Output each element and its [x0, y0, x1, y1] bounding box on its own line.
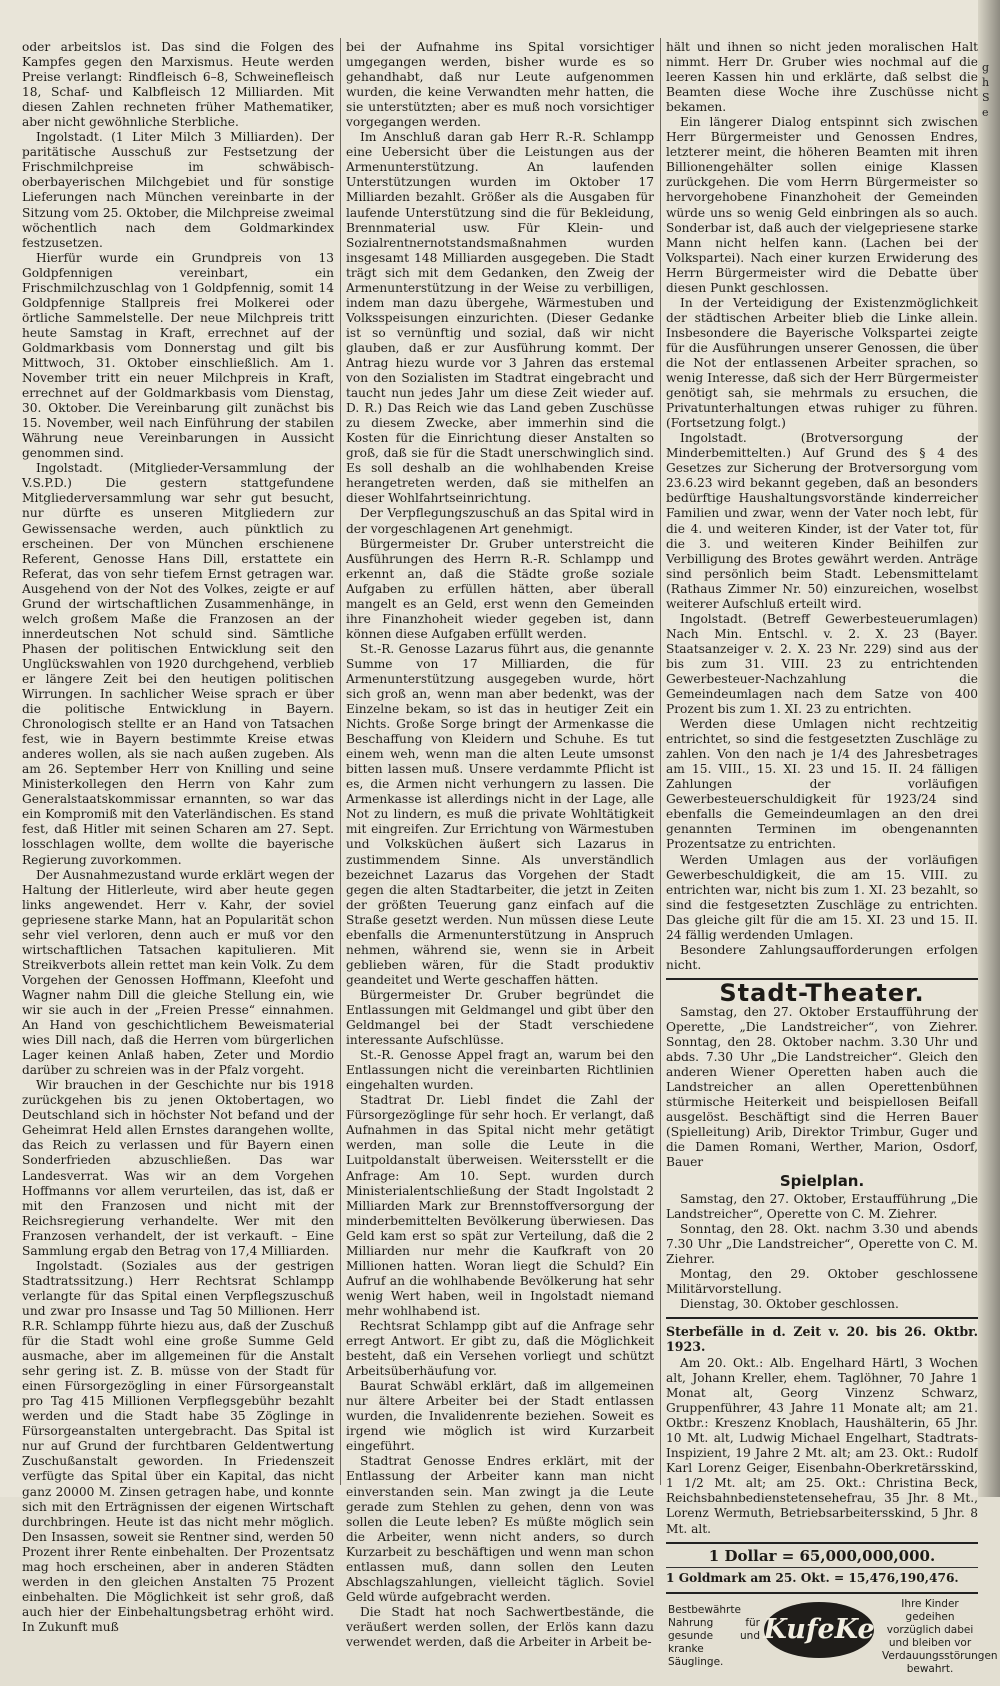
paragraph: Werden diese Umlagen nicht rechtzeitig entrichtet, so sind die festgesetzten Zuschläge zu zahlen. Von den nach je 1/4 des Jahresbetrages am 15. VIII., 15. XI. 23 und 15. II. 24 fälligen Zahlungen der vorläufigen Gewerbesteuerschuldigkeit für 1923/24 sind ebenfalls die Gemeindeumlagen an den drei genannten Terminen im obengenannten Prozentsatze zu entrichten. [666, 717, 978, 852]
paragraph: Ingolstadt. (Betreff Gewerbesteuerumlagen) Nach Min. Entschl. v. 2. X. 23 (Bayer. Staatsanzeiger v. 2. X. 23 Nr. 229) sind aus der bis zum 31. VIII. 23 zu entrichtenden Gewerbesteuer-Nachzahlung die Gemeindeumlagen nach dem Satze von 400 Prozent bis zum 1. XI. 23 zu entrichten. [666, 611, 978, 717]
paragraph: Bürgermeister Dr. Gruber begründet die Entlassungen mit Geldmangel und gibt über den Geldmangel bei der Stadt verschiedene interessante Aufschlüsse. [346, 987, 654, 1048]
column-2 [346, 40, 654, 1650]
spielplan-item: Dienstag, 30. Oktober geschlossen. [680, 1296, 899, 1311]
column-divider [660, 38, 661, 1485]
section-rule [666, 1317, 978, 1319]
kufeke-logo: KufeKe [764, 1602, 874, 1658]
paragraph: Besondere Zahlungsaufforderungen erfolgen nicht. [666, 942, 978, 972]
paragraph: Stadtrat Dr. Liebl findet die Zahl der Fürsorgezöglinge für sehr hoch. Er verlangt, daß Aufnahmen in das Spital nicht mehr getätigt werden, man solle die Leute in die Luitpoldanstalt überweisen. Weitersstellt er die Anfrage: Am 10. Sept. wurden durch Ministerialentschließung der Stadt Ingolstadt 2 Milliarden Mark zur Brennstoffversorgung der minderbemittelten Bevölkerung überwiesen. Das Geld kam erst so spät zur Verteilung, daß die 2 Milliarden nur mehr die Kaufkraft von 20 Millionen hatten. Woran liegt die Schuld? Ein Aufruf an die wohlhabende Bevölkerung hat sehr wenig Wert haben, weil in Ingolstadt niemand mehr wohlhabend ist. [346, 1093, 654, 1318]
spielplan-item: Montag, den 29. Oktober geschlossene Militärvorstellung. [666, 1266, 978, 1296]
paragraph: Der Ausnahmezustand wurde erklärt wegen der Haltung der Hitlerleute, wird aber heute gegen links angewendet. Herr v. Kahr, der soviel gepriesene starke Mann, hat an Popularität schon sehr viel verloren, denn auch er muß vor den wirtschaftlichen Tatsachen kapitulieren. Mit Streikverbots allein rettet man kein Volk. Zu dem Vorgehen der Genossen Hoffmann, Kleefoht und Wagner nahm Dill die gleiche Stellung ein, wie wir sie auch in der „Freien Presse“ einnahmen. An Hand von geschichtlichem Beweismaterial wies Dill nach, daß die Herren vom bürgerlichen Lager keinen Anlaß haben, Zeter und Mordio darüber zu schreien was in der Pfalz vorgeht. [22, 867, 334, 1078]
paragraph: Werden Umlagen aus der vorläufigen Gewerbeschuldigkeit, die am 15. VIII. zu entrichten war, nicht bis zum 1. XI. 23 bezahlt, so sind die festgesetzten Zuschläge zu entrichten. Das gleiche gilt für die am 15. XI. 23 und 15. II. 24 fällig werdenden Umlagen. [666, 852, 978, 942]
paragraph: Im Anschluß daran gab Herr R.-R. Schlampp eine Uebersicht über die Leistungen aus der Armenunterstützung. An laufenden Unterstützungen wurden im Oktober 17 Milliarden bezahlt. Größer als die Ausgaben für laufende Unterstützung sind die für Bekleidung, Brennmaterial usw. Für Klein- und Sozialrentnernotstandsmaßnahmen wurden insgesamt 148 Milliarden ausgegeben. Die Stadt trägt sich mit dem Gedanken, den Zweig der Armenunterstützung in der Weise zu verbilligen, indem man dazu übergehe, Wärmestuben und Volksspeisungen einzurichten. (Dieser Gedanke ist so vernünftig und sozial, daß wir nicht glauben, daß er zur Ausführung kommt. Der Antrag hiezu wurde vor 3 Jahren das erstemal von den Sozialisten im Stadtrat eingebracht und taucht nun jedes Jahr um diese Zeit wieder auf. D. R.) Das Reich wie das Land geben Zuschüsse zu diesem Zwecke, aber immerhin sind die Kosten für die Einrichtung dieser Anstalten so groß, daß sie für die Stadt unerschwinglich sind. Es soll deshalb an die wohlhabenden Kreise herangetreten werden, daß sie mithelfen an dieser Wohlfahrtseinrichtung. [346, 130, 654, 506]
column-divider [340, 38, 341, 1485]
ad-left-text: Bestbewährte Nahrung für gesunde und kranke Säuglinge. [668, 1603, 760, 1668]
paragraph: Ingolstadt. (Mitglieder-Versammlung der V.S.P.D.) Die gestern stattgefundene Mitgliederversammlung war sehr gut besucht, nur dürfte es unseren Mitgliedern zur Gewissensache werden, auch pünktlich zu erscheinen. Der von München erschienene Referent, Genosse Hans Dill, erstattete ein Referat, das von sehr tiefem Ernst getragen war. Ausgehend von der Not des Volkes, zeigte er auf Grund der wirtschaftlichen Zusammenhänge, in welch großem Maße die Franzosen an der innerdeutschen Not schuld sind. Sämtliche Phasen der politischen Entwicklung seit den Unglückswahlen von 1920 durchgehend, verblieb er längere Zeit bei den heutigen politischen Wirrungen. In sachlicher Weise sprach er über die politische Entwicklung in Bayern. Chronologisch stellte er an Hand von Tatsachen fest, wie in Bayern bestimmte Kreise etwas anderes wollen, als sie nach außen zugeben. Als am 26. September Herr von Knilling und seine Ministerkollegen den Herrn von Kahr zum Generalstaatskommissar ernannten, so war das ein Kompromiß mit den Vaterländischen. Es stand fest, daß Hitler mit seinen Scharen am 27. Sept. losschlagen wollte, dem wollte die bayerische Regierung zuvorkommen. [22, 461, 334, 867]
ad-right-text: Ihre Kinder gedeihen vorzüglich dabei und bleiben vor Verdauungsstörungen bewahrt. [882, 1597, 998, 1675]
paragraph: Bürgermeister Dr. Gruber unterstreicht die Ausführungen des Herrn R.-R. Schlampp und erkennt an, daß die Städte große soziale Aufgaben zu erfüllen hätten, aber überall mangelt es an Geld, erst wenn den Gemeinden ihre Finanzhoheit wieder gegeben ist, dann können diese Aufgaben erfüllt werden. [346, 536, 654, 641]
column-1 [22, 40, 334, 1635]
paragraph: Ingolstadt. (Brotversorgung der Minderbemittelten.) Auf Grund des § 4 des Gesetzes zur Sicherung der Brotversorgung vom 23.6.23 wird bekannt gegeben, daß an besonders bedürftige Haushaltungsvorstände kinderreicher Familien und zwar, wenn der Vater noch lebt, für die 4. und weiteren Kinder, ist der Vater tot, für die 3. und weiteren Kinder Beihilfen zur Verbilligung des Brotes gewährt werden. Anträge sind persönlich beim Stadt. Lebensmittelamt (Rathaus Zimmer Nr. 50) einzureichen, woselbst weiterer Aufschluß erteilt wird. [666, 431, 978, 611]
deaths-text: Am 20. Okt.: Alb. Engelhard Härtl, 3 Wochen alt, Johann Kreller, ehem. Taglöhner, 70 Jahre 1 Monat alt, Georg Vinzenz Schwarz, Gruppenführer, 43 Jahre 11 Monate alt; am 21. Oktbr.: Kreszenz Knoblach, Haushälterin, 65 Jhr. 10 Mt. alt, Ludwig Michael Engelhart, Stadtrats-Inspizient, 19 Jahre 2 Mt. alt; am 23. Okt.: Rudolf Karl Lorenz Geiger, Eisenbahn-Oberkretärsskind, 1 1/2 Mt. alt; am 25. Okt.: Christina Beck, Reichsbahnbedienstetensehefrau, 35 Jhr. 8 Mt., Lorenz Wermuth, Betriebsarbeitersskind, 5 Jhr. 8 Mt. alt. [666, 1355, 978, 1536]
paragraph: Hierfür wurde ein Grundpreis von 13 Goldpfennigen vereinbart, ein Frischmilchzuschlag von 1 Goldpfennig, somit 14 Goldpfennige Stallpreis frei Molkerei oder örtliche Sammelstelle. Der neue Milchpreis tritt heute Samstag in Kraft, errechnet auf der Goldmarkbasis vom Donnerstag und gilt bis Mittwoch, 31. Oktober einschließlich. Am 1. November tritt ein neuer Milchpreis in Kraft, errechnet auf der Goldmarkbasis vom Dienstag, 30. Oktober. Die Vereinbarung gilt zunächst bis 15. November, weil nach Einführung der stabilen Währung neue Vereinbarungen in Aussicht genommen sind. [22, 250, 334, 461]
section-rule [666, 1542, 978, 1544]
paragraph: St.-R. Genosse Lazarus führt aus, die genannte Summe von 17 Milliarden, die für Armenunterstützung ausgegeben wurde, hört sich groß an, wenn man aber bedenkt, was der Einzelne bekam, so ist das in heutiger Zeit ein Nichts. Große Sorge bringt der Armenkasse die Beschaffung von Kleidern und Schuhe. Es tut einem weh, wenn man die alten Leute umsonst bitten lassen muß. Unsere verdammte Pflicht ist es, die Armen nicht verhungern zu lassen. Die Armenkasse ist allerdings nicht in der Lage, alle Not zu lindern, es muß die private Wohltätigkeit mit eingreifen. Zur Errichtung von Wärmestuben und Volksküchen äußert sich Lazarus in zustimmendem Sinne. Als unverständlich bezeichnet Lazarus das Vorgehen der Stadt gegen die alten Stadtarbeiter, die jetzt in Zeiten der größten Teuerung ganz einfach auf die Straße gesetzt werden. Nun müssen diese Leute ebenfalls die Armenunterstützung in Anspruch nehmen, während sie, wenn sie in Arbeit geblieben wären, für die Stadt produktiv geandeitet und Werte geschaffen hätten. [346, 641, 654, 987]
paragraph: bei der Aufnahme ins Spital vorsichtiger umgegangen werden, bisher wurde es so gehandhabt, daß nur Leute aufgenommen wurden, die keine Verwandten mehr hatten, die sie unterstützten; aber es muß noch vorsichtiger vorgegangen werden. [346, 40, 654, 130]
section-rule [666, 1567, 978, 1568]
spielplan-item: Sonntag, den 28. Okt. nachm 3.30 und abends 7.30 Uhr „Die Landstreicher“, Operette von C. M. Ziehrer. [666, 1221, 978, 1266]
paragraph: Ingolstadt. (Soziales aus der gestrigen Stadtratssitzung.) Herr Rechtsrat Schlampp verlangte für das Spital einen Verpflegszuschuß und zwar pro Insasse und Tag 50 Millionen. Herr R.R. Schlampp führte hiezu aus, daß der Zuschuß für die Stadt wohl eine große Summe Geld ausmache, aber im allgemeinen für die Anstalt sehr gering ist. Z. B. müsse von der Stadt für einen Fürsorgezögling in einer Fürsorgeanstalt pro Tag 415 Millionen Verpflegsgebühr bezahlt werden und die Stadt habe 35 Zöglinge in Fürsorgeanstalten untergebracht. Das Spital ist nur auf Grund der furchtbaren Geldentwertung Zuschußanstalt geworden. In Friedenszeit verfügte das Spital über ein Kapital, das nicht ganz 20000 M. Zinsen getragen habe, und konnte sich mit den Erträgnissen der eigenen Wirtschaft durchbringen. Heute ist das nicht mehr möglich. Den Insassen, soweit sie Rentner sind, werden 50 Prozent ihrer Rente einbehalten. Der Prozentsatz mag hoch erscheinen, aber in anderen Städten werden in den gleichen Anstalten 75 Prozent einbehalten. Die Möglichkeit ist sehr groß, daß auch hier der Einbehaltungsbetrag erhöht wird. In Zukunft muß [22, 1258, 334, 1634]
theater-title: Stadt-Theater. [719, 978, 925, 1007]
paragraph: hält und ihnen so nicht jeden moralischen Halt nimmt. Herr Dr. Gruber wies nochmal auf die leeren Kassen hin und erklärte, daß selbst die Beamten diese Woche ihre Zuschüsse nicht bekamen. [666, 40, 978, 115]
paragraph: Wir brauchen in der Geschichte nur bis 1918 zurückgehen bis zu jenen Oktobertagen, wo Deutschland sich in höchster Not befand und der Geheimrat Held allen Ernstes darangehen wollte, das Reich zu verlassen und für Bayern einen Sonderfrieden abzuschließen. Das war Landesverrat. Was wir an dem Vorgehen Hoffmanns vor allem verurteilen, das ist, daß er mit den Franzosen und nicht mit der Reichsregierung verhandelte. Wer mit den Franzosen verhandelt, der ist verkauft. – Eine Sammlung ergab den Betrag von 17,4 Milliarden. [22, 1078, 334, 1258]
paragraph: Ingolstadt. (1 Liter Milch 3 Milliarden). Der paritätische Ausschuß zur Festsetzung der Frischmilchpreise im schwäbisch-oberbayerischen Milchgebiet und für sonstige Lieferungen nach München vereinbarte in der Sitzung vom 25. Oktober, die Milchpreise zweimal wöchentlich nach dem Goldmarkindex festzusetzen. [22, 130, 334, 250]
paragraph: In der Verteidigung der Existenzmöglichkeit der städtischen Arbeiter blieb die Linke allein. Insbesondere die Bayerische Volkspartei zeigte für die Ausführungen unserer Genossen, die über die Not der entlassenen Arbeiter sprachen, so wenig Interesse, daß sich der Herr Bürgermeister genötigt sah, sie mehrmals zu ersuchen, die Privatunterhaltungen etwas ruhiger zu führen. (Fortsetzung folgt.) [666, 295, 978, 431]
paragraph: oder arbeitslos ist. Das sind die Folgen des Kampfes gegen den Marxismus. Heute werden Preise verlangt: Rindfleisch 6–8, Schweinefleisch 18, Schaf- und Kalbfleisch 12 Milliarden. Mit diesen Zahlen rechneten früher Mathematiker, aber nicht gewöhnliche Sterbliche. [22, 40, 334, 130]
spielplan-item: Samstag, den 27. Oktober, Erstaufführung „Die Landstreicher“, Operette von C. M. Ziehrer. [666, 1191, 978, 1221]
paragraph: Baurat Schwäbl erklärt, daß im allgemeinen nur ältere Arbeiter bei der Stadt entlassen wurden, die Invalidenrente beziehen. Soweit es irgend wie möglich ist wird Kurzarbeit eingeführt. [346, 1379, 654, 1454]
edge-text: ghSe [982, 61, 990, 119]
paragraph: Der Verpflegungszuschuß an das Spital wird in der vorgeschlagenen Art genehmigt. [346, 506, 654, 536]
paragraph: Stadtrat Genosse Endres erklärt, mit der Entlassung der Arbeiter kann man nicht einverstanden sein. Man zwingt ja die Leute gerade zum Stehlen zu gehen, denn von was sollen die Leute leben? Es müßte möglich sein die Arbeiter, wenn nicht anders, so durch Kurzarbeit zu beschäftigen und wenn man schon entlassen muß, dann sollen den Leuten Abschlagszahlungen, vielleicht täglich. Soviel Geld würde aufgebracht werden. [346, 1454, 654, 1604]
deaths-title: Sterbefälle in d. Zeit v. 20. bis 26. Oktbr. 1923. [666, 1323, 978, 1354]
kufeke-advertisement [666, 1592, 998, 1686]
dollar-rate: 1 Dollar = 65,000,000,000. [708, 1546, 936, 1565]
spielplan-title: Spielplan. [779, 1172, 865, 1191]
theater-text: Samstag, den 27. Oktober Erstaufführung der Operette, „Die Landstreicher“, von Ziehrer. Sonntag, den 28. Oktober nachm. 3.30 Uhr und abds. 7.30 Uhr „Die Landstreicher“. Gleich den anderen Wiener Operetten haben auch die Landstreicher an allen Operettenbühnen stürmische Heiterkeit und beispiellosen Beifall ausgelöst. Beschäftigt sind die Herren Bauer (Spielleitung) Arib, Direktor Trimbur, Guger und die Damen Romani, Werther, Marion, Osdorf, Bauer [666, 1004, 978, 1170]
paragraph: Rechtsrat Schlampp gibt auf die Anfrage sehr erregt Antwort. Er gibt zu, daß die Möglichkeit besteht, daß ein Versehen vorliegt und schützt Arbeitsüberhäufung vor. [346, 1318, 654, 1379]
paragraph: St.-R. Genosse Appel fragt an, warum bei den Entlassungen nicht die vereinbarten Richtlinien eingehalten wurden. [346, 1048, 654, 1093]
next-page-edge [978, 0, 1000, 1497]
paragraph: Ein längerer Dialog entspinnt sich zwischen Herr Bürgermeister und Genossen Endres, letzterer meint, die höheren Beamten mit ihren Billionengehälter sollen einige Klassen zurückgehen. Die vom Herrn Bürgermeister so hervorgehobene Finanzhoheit der Gemeinden würde uns so wenig Geld einbringen als so auch. Sonderbar ist, daß auch der vielgepriesene starke Mann nicht helfen kann. (Lachen bei der Volkspartei). Nach einer kurzen Erwiderung des Herrn Bürgermeister wird die Debatte über diesen Punkt geschlossen. [666, 115, 978, 295]
goldmark-rate: 1 Goldmark am 25. Okt. = 15,476,190,476. [666, 1570, 959, 1585]
paragraph: Die Stadt hat noch Sachwertbestände, die veräußert werden sollen, der Erlös kann dazu verwendet werden, daß die Arbeiter in Arbeit be- [346, 1604, 654, 1649]
